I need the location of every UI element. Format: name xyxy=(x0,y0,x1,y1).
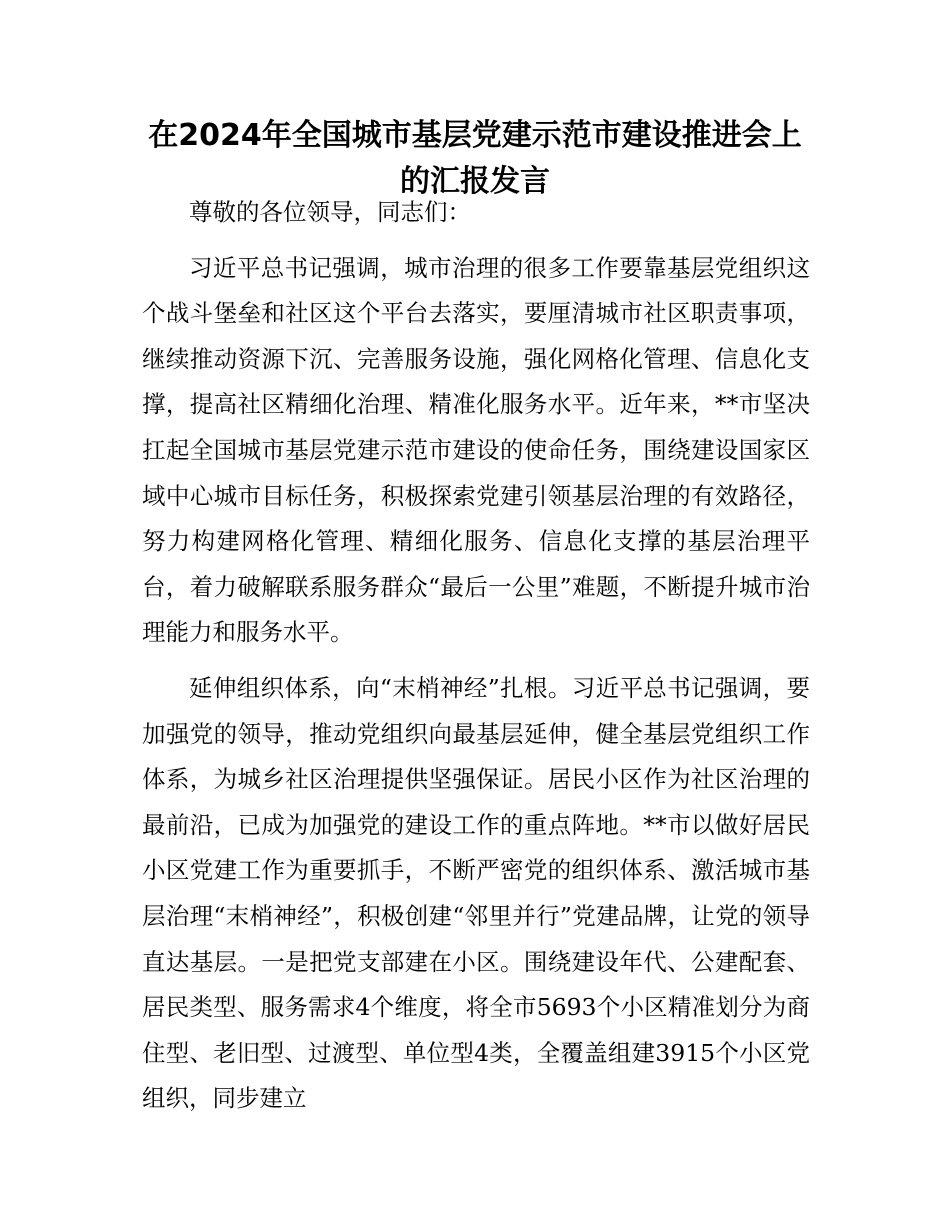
document-body xyxy=(142,190,810,1132)
paragraph: 习近平总书记强调，城市治理的很多工作要靠基层党组织这个战斗堡垒和社区这个平台去落实，要厘清城市社区职责事项，继续推动资源下沉、完善服务设施，强化网格化管理、信息化支撑，提高社区精细化治理、精准化服务水平。近年来，**市坚决扛起全国城市基层党建示范市建设的使命任务，围绕建设国家区域中心城市目标任务，积极探索党建引领基层治理的有效路径，努力构建网格化管理、精细化服务、信息化支撑的基层治理平台，着力破解联系服务群众“最后一公里”难题，不断提升城市治理能力和服务水平。 xyxy=(142,253,810,647)
paragraph: 延伸组织体系，向“末梢神经”扎根。习近平总书记强调，要加强党的领导，推动党组织向最基层延伸，健全基层党组织工作体系，为城乡社区治理提供坚强保证。居民小区作为社区治理的最前沿，已成为加强党的建设工作的重点阵地。**市以做好居民小区党建工作为重要抓手，不断严密党的组织体系、激活城市基层治理“末梢神经”，积极创建“邻里并行”党建品牌，让党的领导直达基层。一是把党支部建在小区。围绕建设年代、公建配套、居民类型、服务需求4个维度，将全市5693个小区精准划分为商住型、老旧型、过渡型、单位型4类，全覆盖组建3915个小区党组织，同步建立 xyxy=(142,673,810,1113)
salutation: 尊敬的各位领导，同志们： xyxy=(189,198,471,226)
document-title: 在2024年全国城市基层党建示范市建设推进会上的汇报发言 xyxy=(148,118,802,199)
